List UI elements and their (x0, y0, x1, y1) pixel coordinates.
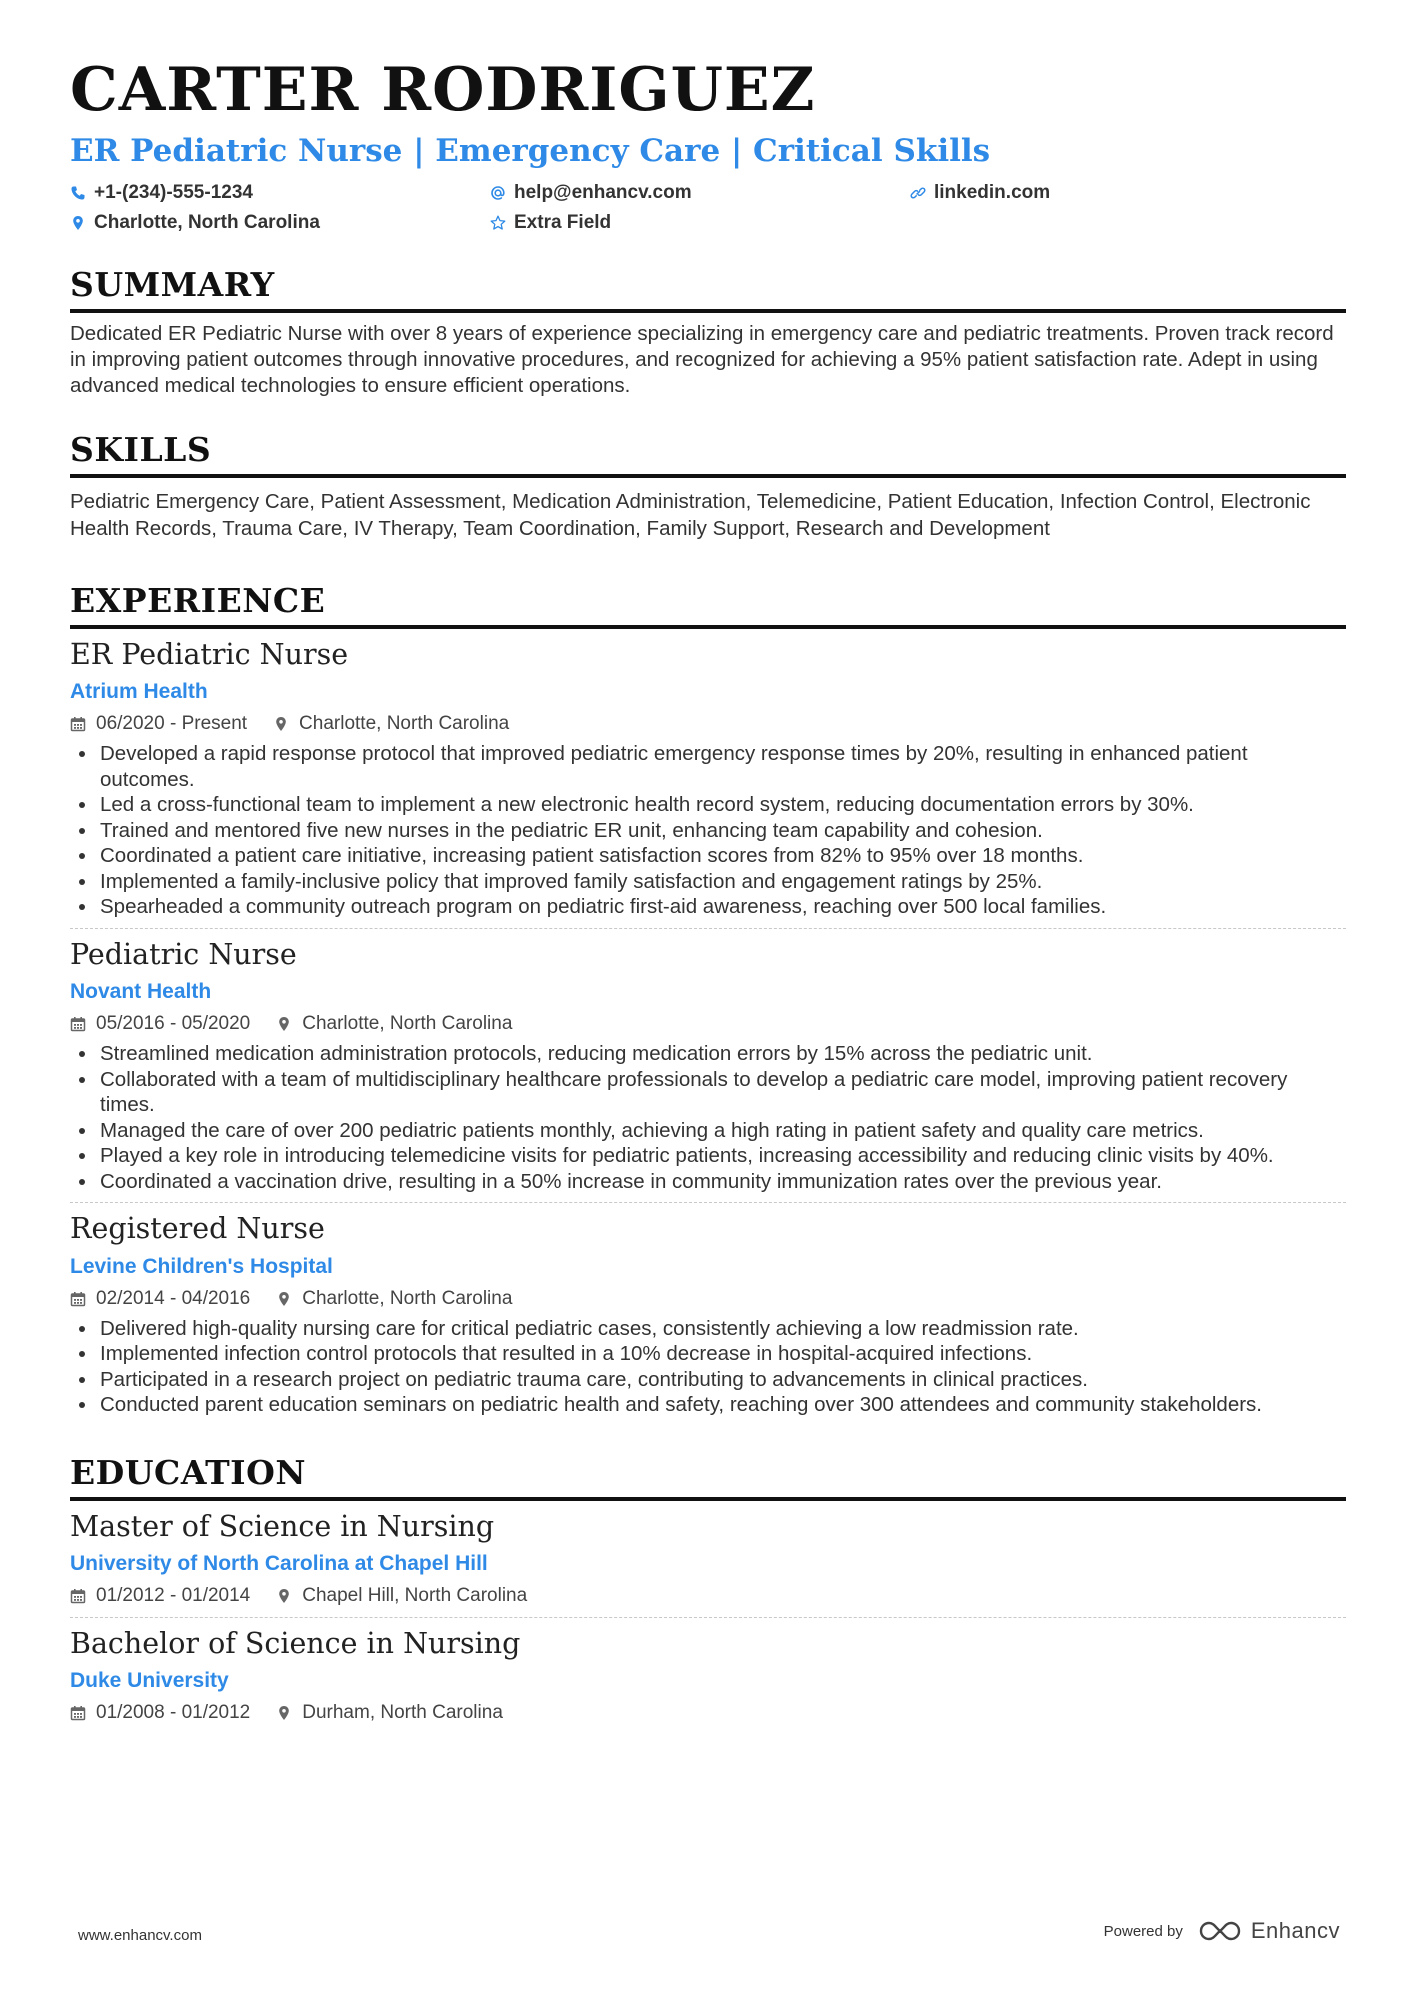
job-bullets (70, 1316, 1346, 1418)
job-dates-text: 05/2016 - 05/2020 (96, 1013, 251, 1035)
job-title: ER Pediatric Nurse (70, 638, 349, 672)
location-text: Charlotte, North Carolina (94, 212, 320, 234)
company-name: Novant Health (70, 980, 212, 1004)
calendar-icon (70, 1705, 86, 1721)
education-entry (70, 1628, 1346, 1724)
bullet-item: • Coordinated a vaccination drive, resulting in a 50% increase in community immunization rates over the previous year. (98, 1169, 1346, 1195)
bullet-item: • Delivered high-quality nursing care for critical pediatric cases, consistently achieving a low readmission rate. (98, 1316, 1346, 1342)
location-pin-icon (276, 1588, 292, 1604)
location-pin-icon (70, 215, 86, 231)
phone-text: +1-(234)-555-1234 (94, 182, 253, 204)
company-name: Levine Children's Hospital (70, 1254, 333, 1278)
bullet-item: • Led a cross-functional team to implement a new electronic health record system, reducing documentation errors by 30%. (98, 792, 1346, 818)
calendar-icon (70, 1588, 86, 1604)
section-divider (70, 309, 1346, 313)
entry-divider (70, 1617, 1346, 1618)
entry-divider (70, 928, 1346, 929)
school-name: Duke University (70, 1669, 229, 1693)
company-name: Atrium Health (70, 680, 208, 704)
experience-section (70, 581, 1346, 1418)
job-meta (70, 713, 1346, 735)
education-dates-text: 01/2008 - 01/2012 (96, 1702, 251, 1724)
job-dates-text: 02/2014 - 04/2016 (96, 1287, 251, 1309)
education-dates (70, 1585, 250, 1607)
phone-icon (70, 185, 86, 201)
resume-page (70, 55, 1346, 1724)
at-icon (490, 185, 506, 201)
skills-text: Pediatric Emergency Care, Patient Assessment, Medication Administration, Telemedicine, Patient Education, Infection Control, Electronic Health Records, Trauma Care, IV Therapy, Team Coordination, Family Support, Research and Development (70, 490, 1311, 541)
job-location (276, 1013, 512, 1035)
education-location (276, 1585, 527, 1607)
candidate-name: CARTER RODRIGUEZ (70, 55, 816, 125)
section-title-education: EDUCATION (70, 1452, 307, 1492)
bullet-item: • Trained and mentored five new nurses in the pediatric ER unit, enhancing team capability and cohesion. (98, 818, 1346, 844)
job-dates (70, 1013, 250, 1035)
contact-location (70, 212, 490, 234)
footer-branding (1104, 1918, 1340, 1944)
section-title-skills: SKILLS (70, 430, 212, 470)
calendar-icon (70, 1291, 86, 1307)
powered-by-label: Powered by (1103, 1922, 1183, 1940)
education-section (70, 1452, 1346, 1725)
link-icon (910, 185, 926, 201)
email-link[interactable]: help@enhancv.com (514, 182, 692, 204)
section-divider (70, 474, 1346, 478)
bullet-item: • Coordinated a patient care initiative, increasing patient satisfaction scores from 82% to 95% over 18 months. (98, 843, 1346, 869)
bullet-item: • Streamlined medication administration protocols, reducing medication errors by 15% across the pediatric unit. (98, 1041, 1346, 1067)
bullet-item: • Implemented a family-inclusive policy that improved family satisfaction and engagement ratings by 25%. (98, 869, 1346, 895)
job-meta (70, 1288, 1346, 1310)
job-location-text: Charlotte, North Carolina (302, 1287, 513, 1309)
experience-entry (70, 639, 1346, 920)
education-meta (70, 1585, 1346, 1607)
section-title-experience: EXPERIENCE (70, 581, 326, 621)
location-pin-icon (276, 1016, 292, 1032)
bullet-item: • Collaborated with a team of multidisciplinary healthcare professionals to develop a pediatric care model, improving patient recovery times. (98, 1067, 1346, 1118)
contact-phone (70, 182, 490, 204)
enhancv-logo[interactable] (1197, 1918, 1340, 1944)
skills-section (70, 430, 1346, 542)
contact-linkedin[interactable] (910, 182, 1330, 204)
degree-title: Bachelor of Science in Nursing (70, 1626, 521, 1660)
contact-info (70, 182, 1346, 234)
section-divider (70, 1497, 1346, 1501)
job-title: Pediatric Nurse (70, 937, 297, 971)
summary-section (70, 265, 1346, 399)
headline: ER Pediatric Nurse | Emergency Care | Critical Skills (70, 133, 991, 169)
job-location (276, 1288, 512, 1310)
job-location (273, 713, 509, 735)
bullet-item: • Participated in a research project on pediatric trauma care, contributing to advancements in clinical practices. (98, 1367, 1346, 1393)
bullet-item: • Conducted parent education seminars on pediatric health and safety, reaching over 300 attendees and community stakeholders. (98, 1392, 1346, 1418)
job-dates (70, 713, 247, 735)
degree-title: Master of Science in Nursing (70, 1509, 495, 1543)
location-pin-icon (276, 1705, 292, 1721)
education-entry (70, 1511, 1346, 1607)
star-icon (490, 215, 506, 231)
linkedin-link[interactable]: linkedin.com (934, 182, 1051, 204)
education-dates-text: 01/2012 - 01/2014 (96, 1584, 251, 1606)
experience-entry (70, 1213, 1346, 1417)
school-name: University of North Carolina at Chapel Hill (70, 1551, 488, 1575)
education-location-text: Chapel Hill, North Carolina (302, 1584, 528, 1606)
location-pin-icon (276, 1291, 292, 1307)
calendar-icon (70, 716, 86, 732)
bullet-item: • Spearheaded a community outreach program on pediatric first-aid awareness, reaching over 500 local families. (98, 894, 1346, 920)
job-meta (70, 1013, 1346, 1035)
section-divider (70, 625, 1346, 629)
brand-name: Enhancv (1250, 1918, 1340, 1943)
section-title-summary: SUMMARY (70, 265, 275, 305)
extra-field-text: Extra Field (514, 212, 612, 234)
contact-email[interactable] (490, 182, 910, 204)
education-meta (70, 1702, 1346, 1724)
location-pin-icon (273, 716, 289, 732)
education-location-text: Durham, North Carolina (302, 1702, 503, 1724)
job-location-text: Charlotte, North Carolina (299, 713, 510, 735)
enhancv-logo-icon (1197, 1919, 1243, 1943)
entry-divider (70, 1202, 1346, 1203)
bullet-item: • Implemented infection control protocols that resulted in a 10% decrease in hospital-acquired infections. (98, 1341, 1346, 1367)
bullet-item: • Played a key role in introducing telemedicine visits for pediatric patients, increasing accessibility and reducing clinic visits by 40%. (98, 1143, 1346, 1169)
job-location-text: Charlotte, North Carolina (302, 1013, 513, 1035)
job-bullets (70, 741, 1346, 920)
footer-website[interactable]: www.enhancv.com (78, 1927, 202, 1944)
summary-text: Dedicated ER Pediatric Nurse with over 8 years of experience specializing in emergency care and pediatric treatments. Proven track record in improving patient outcomes through innovative procedures, and recognized for achieving a 95% patient satisfaction rate. Adept in using advanced medical technologies to ensure efficient operations. (70, 322, 1334, 398)
contact-extra-field (490, 212, 910, 234)
job-title: Registered Nurse (70, 1212, 325, 1246)
bullet-item: • Developed a rapid response protocol that improved pediatric emergency response times by 20%, resulting in enhanced patient outcomes. (98, 741, 1346, 792)
job-bullets (70, 1041, 1346, 1194)
education-location (276, 1702, 503, 1724)
job-dates (70, 1288, 250, 1310)
calendar-icon (70, 1016, 86, 1032)
experience-entry (70, 939, 1346, 1194)
job-dates-text: 06/2020 - Present (96, 713, 248, 735)
bullet-item: • Managed the care of over 200 pediatric patients monthly, achieving a high rating in patient safety and quality care metrics. (98, 1118, 1346, 1144)
education-dates (70, 1702, 250, 1724)
